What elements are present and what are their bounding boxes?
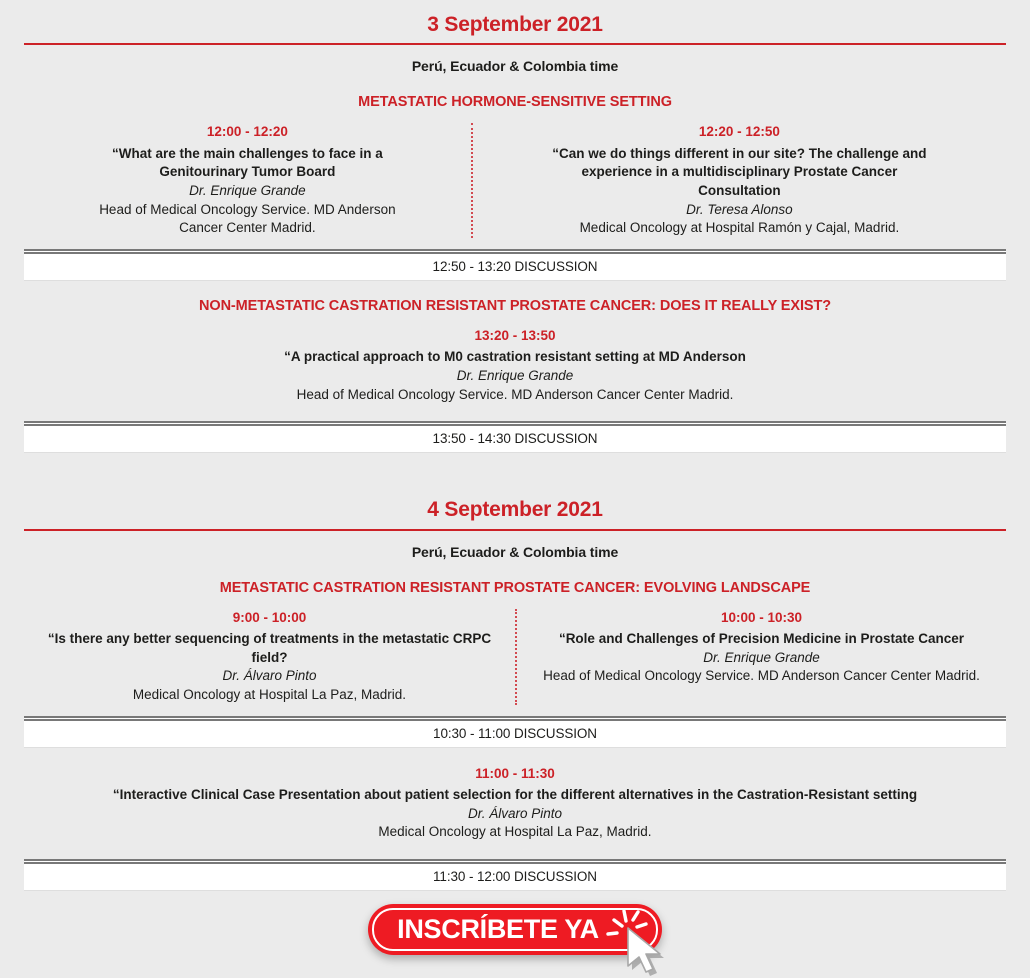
session-speaker: Dr. Enrique Grande (456, 368, 574, 384)
session-time: 9:00 - 10:00 (232, 609, 307, 625)
day-2-timezone: Perú, Ecuador & Colombia time (411, 543, 619, 560)
register-button-label: INSCRÍBETE YA (397, 914, 599, 945)
day-2-section (0, 497, 1030, 891)
session-speaker: Dr. Álvaro Pinto (467, 805, 563, 821)
session-block (471, 123, 1006, 238)
session-time: 11:00 - 11:30 (475, 765, 555, 781)
session-title: “What are the main challenges to face in a Genitourinary Tumor Board (111, 145, 383, 180)
session-speaker: Dr. Enrique Grande (703, 649, 820, 665)
discussion-bar (24, 716, 1006, 748)
session-affiliation: Head of Medical Oncology Service. MD Anderson Cancer Center Madrid. (99, 201, 396, 236)
session-title: “Role and Challenges of Precision Medicine in Prostate Cancer (558, 631, 965, 647)
session-title: “A practical approach to M0 castration resistant setting at MD Anderson (284, 349, 746, 365)
session-time: 12:20 - 12:50 (698, 124, 780, 140)
session-affiliation: Medical Oncology at Hospital La Paz, Madrid. (132, 687, 407, 703)
discussion-label: 13:50 - 14:30 DISCUSSION (432, 431, 598, 447)
day-2-title: 4 September 2021 (427, 498, 603, 522)
session-speaker: Dr. Álvaro Pinto (222, 668, 317, 684)
discussion-bar (24, 859, 1006, 891)
discussion-label: 12:50 - 13:20 DISCUSSION (432, 258, 598, 274)
session-affiliation: Head of Medical Oncology Service. MD Anderson Cancer Center Madrid. (296, 386, 734, 402)
session-block (24, 123, 471, 238)
day-1-sessions-row (24, 123, 1006, 238)
red-divider (24, 43, 1006, 45)
session-affiliation: Head of Medical Oncology Service. MD Anderson Cancer Center Madrid. (543, 668, 980, 684)
session-time: 13:20 - 13:50 (474, 327, 556, 343)
day-1-heading-2: NON-METASTATIC CASTRATION RESISTANT PROSTATE CANCER: DOES IT REALLY EXIST? (199, 297, 831, 314)
day-2-sessions-row (24, 609, 1006, 705)
day-2-heading-1: METASTATIC CASTRATION RESISTANT PROSTATE CANCER: EVOLVING LANDSCAPE (219, 579, 811, 596)
session-block (515, 609, 1006, 705)
session-time: 10:00 - 10:30 (720, 609, 803, 625)
session-title: “Is there any better sequencing of treatments in the metastatic CRPC field? (47, 631, 492, 665)
day-1-title: 3 September 2021 (427, 13, 603, 36)
discussion-bar (24, 249, 1006, 281)
session-time: 12:00 - 12:20 (206, 124, 288, 140)
session-speaker: Dr. Teresa Alonso (686, 201, 793, 217)
session-affiliation: Medical Oncology at Hospital Ramón y Cajal, Madrid. (579, 220, 900, 236)
session-block (24, 327, 1006, 404)
discussion-bar (24, 421, 1006, 453)
day-1-heading-1: METASTATIC HORMONE-SENSITIVE SETTING (358, 94, 672, 111)
cta-area (0, 904, 1030, 955)
day-1-section (0, 12, 1030, 453)
red-divider (24, 529, 1006, 531)
session-title: “Can we do things different in our site? The challenge and experience in a multidisciplinary Prostate Cancer Consultation (552, 145, 927, 199)
register-button[interactable] (368, 904, 662, 955)
discussion-label: 10:30 - 11:00 DISCUSSION (433, 725, 597, 741)
session-affiliation: Medical Oncology at Hospital La Paz, Madrid. (378, 824, 652, 840)
session-block (24, 765, 1006, 842)
discussion-label: 11:30 - 12:00 DISCUSSION (433, 869, 597, 885)
session-block (24, 609, 515, 705)
day-1-timezone: Perú, Ecuador & Colombia time (411, 58, 619, 75)
session-title: “Interactive Clinical Case Presentation about patient selection for the different alternatives in the Castration-Resistant setting (112, 787, 918, 803)
session-speaker: Dr. Enrique Grande (189, 183, 306, 199)
